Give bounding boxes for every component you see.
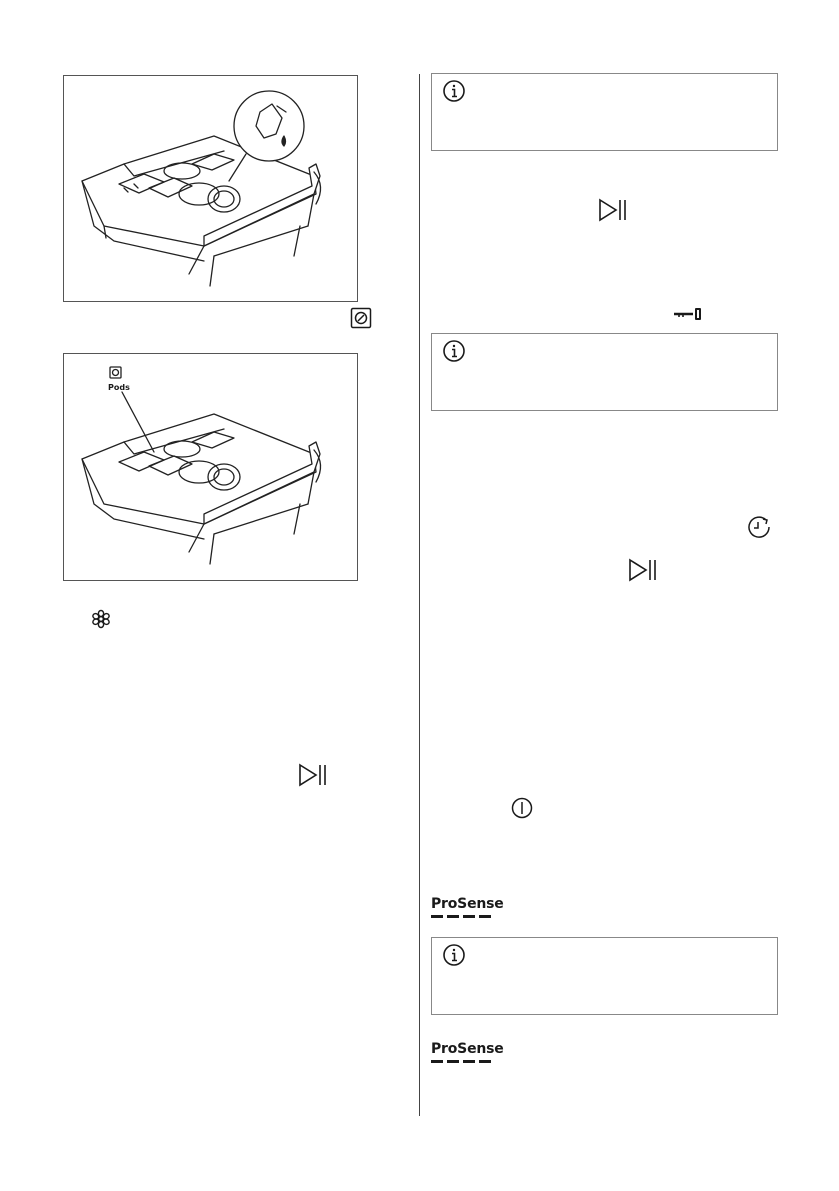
- key-lock-icon: [673, 306, 703, 322]
- info-icon: [442, 339, 466, 363]
- capsule-compartment-icon: [350, 307, 372, 329]
- figure-dispenser-pods: [63, 353, 358, 581]
- figure-dispenser-liquid: [63, 75, 358, 302]
- start-pause-icon: [598, 198, 628, 222]
- start-pause-icon: [628, 558, 658, 582]
- prosense-logo: [431, 896, 504, 918]
- start-pause-icon: [298, 763, 328, 787]
- flower-icon: [91, 609, 111, 629]
- info-icon: [442, 79, 466, 103]
- info-note-box: [431, 333, 778, 411]
- prosense-logo-text: ProSense: [431, 896, 504, 912]
- info-note-box: [431, 73, 778, 151]
- info-icon: [442, 943, 466, 967]
- prosense-logo-text: ProSense: [431, 1041, 504, 1057]
- delay-start-clock-icon: [746, 515, 772, 541]
- column-divider: [419, 74, 420, 1116]
- info-note-box: [431, 937, 778, 1015]
- pods-label: Pods: [108, 383, 130, 392]
- power-icon: [511, 797, 533, 819]
- prosense-logo: [431, 1041, 504, 1063]
